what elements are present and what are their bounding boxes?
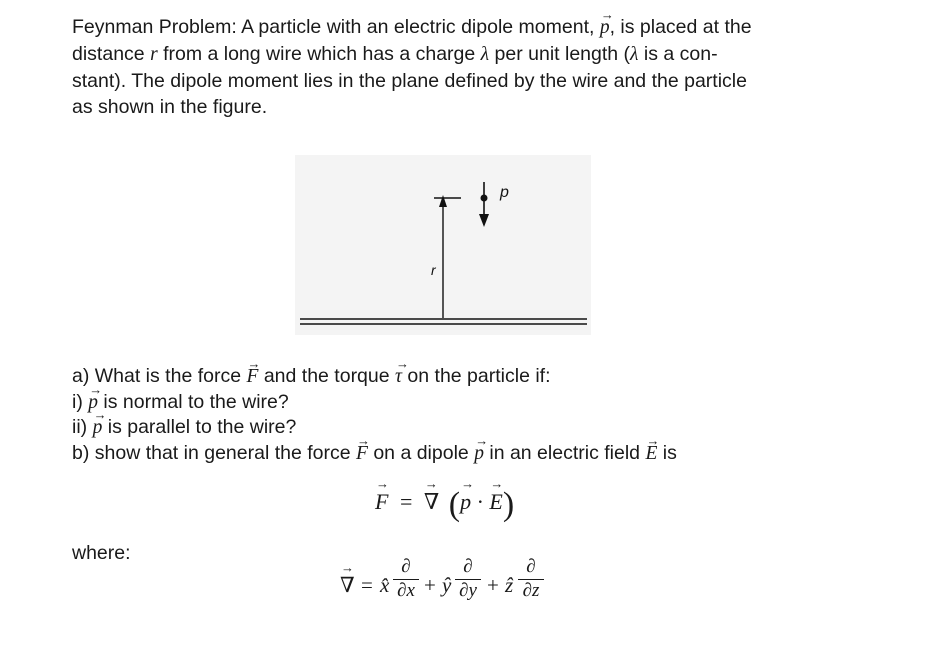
frac-x: ∂ ∂x: [393, 556, 419, 602]
questions: [72, 364, 677, 466]
frac-y: ∂ ∂y: [455, 556, 481, 602]
intro-line-2: distance r from a long wire which has a charge λ per unit length (λ is a con-: [72, 43, 718, 65]
dipole-arrowhead: [479, 214, 489, 227]
distance-label: r: [431, 262, 436, 278]
question-a-ii: ii) → p is parallel to the wire?: [72, 415, 677, 441]
right-paren: ): [502, 486, 515, 523]
nabla-equation: → ∇ = x̂ ∂ ∂x + ŷ ∂ ∂y + ẑ ∂ ∂z: [340, 560, 560, 612]
where-label: where:: [72, 542, 131, 564]
intro-line-4: as shown in the figure.: [72, 96, 268, 118]
intro-line-1: Feynman Problem: A particle with an electric dipole moment, → p, is placed at the: [72, 14, 832, 41]
frac-z: ∂ ∂z: [518, 556, 544, 602]
problem-statement: [72, 14, 832, 120]
left-paren: (: [448, 486, 461, 523]
dipole-wire-figure: [295, 155, 591, 335]
question-a-i: i) → p is normal to the wire?: [72, 390, 677, 416]
dipole-symbol: → p: [600, 15, 610, 41]
figure-svg: [295, 155, 591, 335]
force-equation: → F = → ∇ (→ p · → E): [375, 486, 514, 524]
question-b: b) show that in general the force → F on a dipole → p in an electric field → E is: [72, 441, 677, 467]
distance-arrowhead: [439, 195, 447, 207]
dipole-particle: [481, 195, 488, 202]
intro-line-3: stant). The dipole moment lies in the plane defined by the wire and the particle: [72, 70, 747, 92]
dipole-label: p: [500, 184, 509, 201]
question-a: a) What is the force → F and the torque → τ on the particle if:: [72, 364, 677, 390]
